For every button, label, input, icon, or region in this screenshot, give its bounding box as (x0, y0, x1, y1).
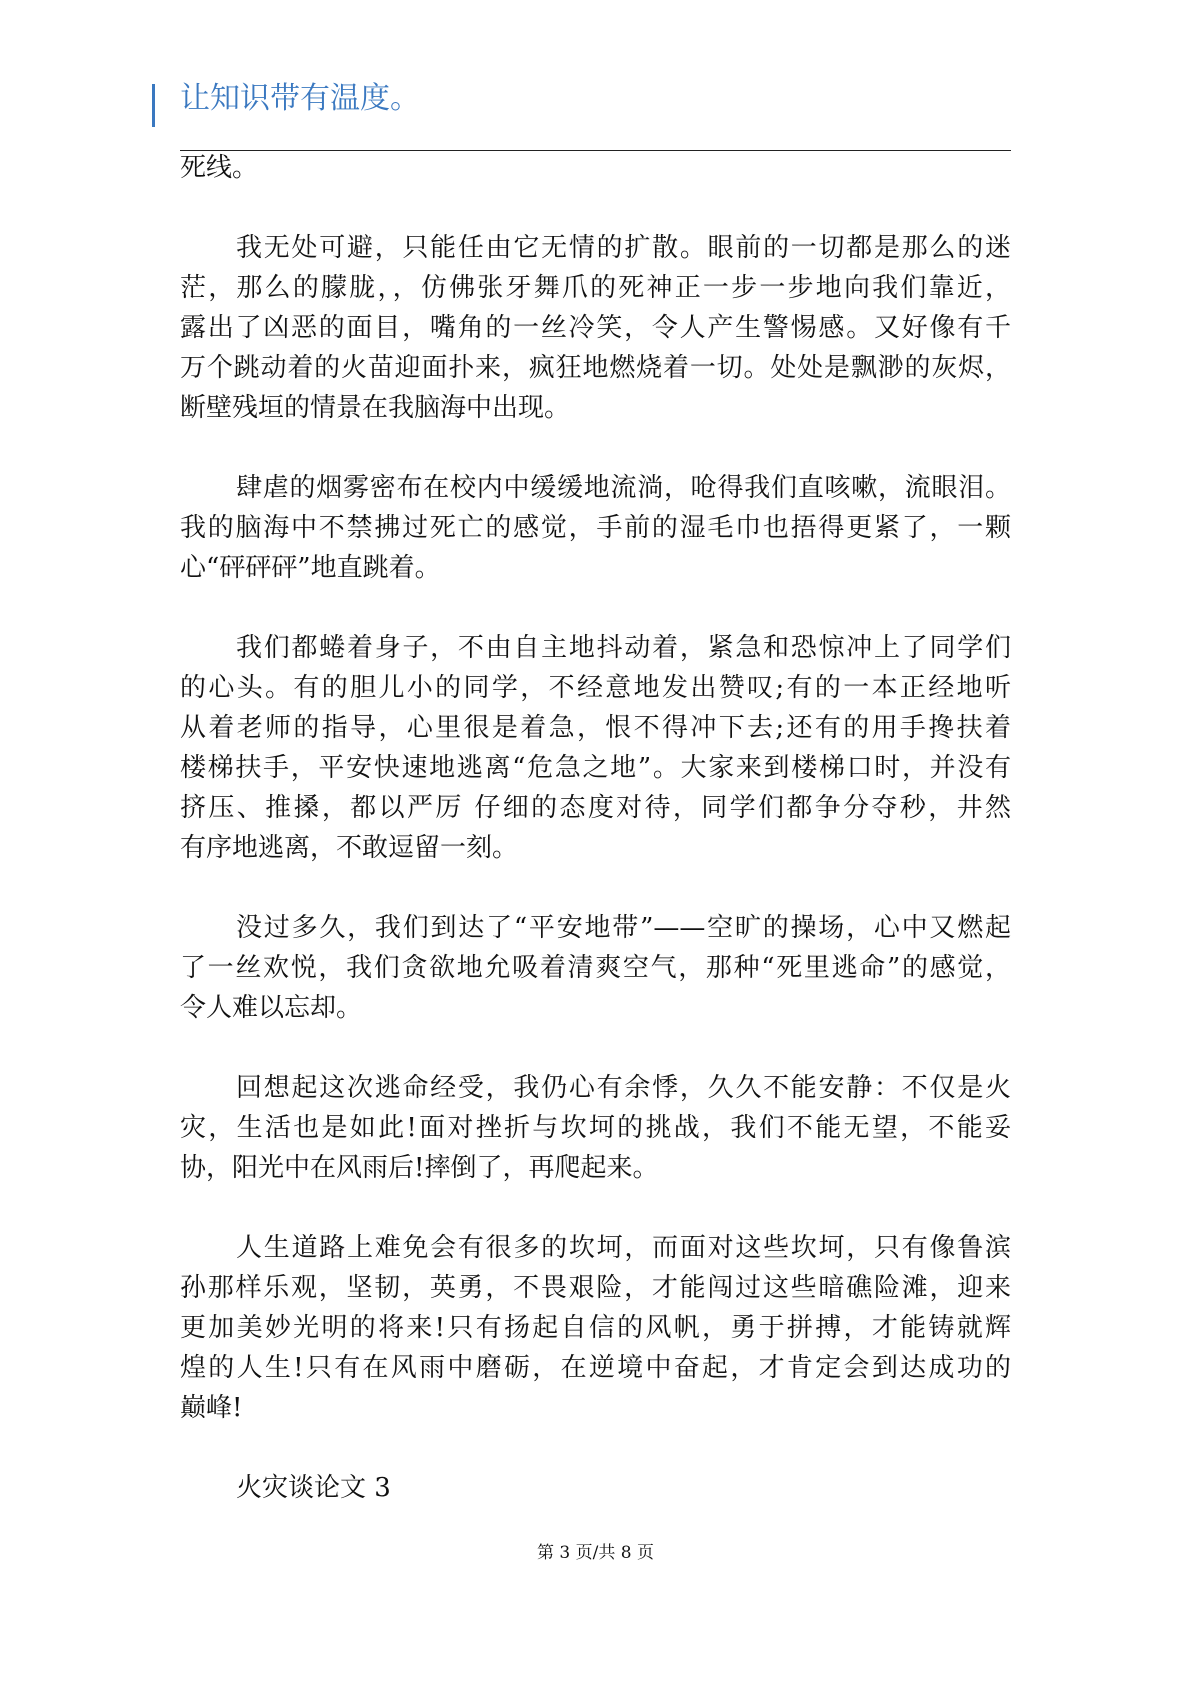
body-line: 更加美妙光明的将来!只有扬起自信的风帆，勇于拼搏，才能铸就辉 (180, 1313, 1011, 1343)
paragraph (180, 1068, 1011, 1188)
body-line: 人生道路上难免会有很多的坎坷，而面对这些坎坷，只有像鲁滨 (236, 1233, 1011, 1263)
body-line: 煌的人生!只有在风雨中磨砺，在逆境中奋起，才肯定会到达成功的 (180, 1353, 1011, 1383)
header-slogan: 让知识带有温度。 (180, 81, 420, 116)
paragraph (180, 908, 1011, 1028)
section-heading: 火灾谈论文 3 (236, 1473, 391, 1503)
body-line: 巅峰! (180, 1393, 243, 1423)
body-line: 露出了凶恶的面目，嘴角的一丝冷笑，令人产生警惕感。又好像有千 (180, 313, 1011, 343)
paragraph (180, 228, 1011, 428)
paragraph (180, 148, 1011, 188)
paragraph (180, 468, 1011, 588)
body-line: 心“砰砰砰”地直跳着。 (180, 553, 441, 583)
body-line: 协，阳光中在风雨后!摔倒了，再爬起来。 (180, 1153, 659, 1183)
body-line: 肆虐的烟雾密布在校内中缓缓地流淌，呛得我们直咳嗽，流眼泪。 (236, 473, 1011, 503)
body-line: 的心头。有的胆儿小的同学，不经意地发出赞叹;有的一本正经地听 (180, 673, 1011, 703)
body-line: 我的脑海中不禁拂过死亡的感觉，手前的湿毛巾也捂得更紧了，一颗 (180, 513, 1011, 543)
page-number: 第 3 页/共 8 页 (537, 1543, 654, 1563)
body-line: 没过多久，我们到达了“平安地带”——空旷的操场，心中又燃起 (236, 913, 1011, 943)
body-line: 灾，生活也是如此!面对挫折与坎坷的挑战，我们不能无望，不能妥 (180, 1113, 1011, 1143)
body-line: 回想起这次逃命经受，我仍心有余悸，久久不能安静：不仅是火 (236, 1073, 1011, 1103)
paragraph (180, 1468, 1011, 1508)
paragraph (180, 1228, 1011, 1428)
header-accent-bar (152, 84, 155, 127)
body-line: 死线。 (180, 153, 259, 183)
body-line: 挤压、推搡，都以严厉 仔细的态度对待，同学们都争分夺秒，井然 (180, 793, 1011, 823)
body-line: 楼梯扶手，平安快速地逃离“危急之地”。大家来到楼梯口时，并没有 (180, 753, 1011, 783)
body-line: 了一丝欢悦，我们贪欲地允吸着清爽空气，那种“死里逃命”的感觉， (180, 953, 1011, 983)
body-line: 茫，那么的朦胧，，仿佛张牙舞爪的死神正一步一步地向我们靠近， (180, 273, 1011, 303)
body-line: 我们都蜷着身子，不由自主地抖动着，紧急和恐惊冲上了同学们 (236, 633, 1011, 663)
body-line: 令人难以忘却。 (180, 993, 363, 1023)
body-line: 断壁残垣的情景在我脑海中出现。 (180, 393, 571, 423)
body-line: 万个跳动着的火苗迎面扑来，疯狂地燃烧着一切。处处是飘渺的灰烬， (180, 353, 1011, 383)
document-body (180, 148, 1011, 1508)
body-line: 我无处可避，只能任由它无情的扩散。眼前的一切都是那么的迷 (236, 233, 1011, 263)
body-line: 有序地逃离，不敢逗留一刻。 (180, 833, 519, 863)
body-line: 从着老师的指导，心里很是着急，恨不得冲下去;还有的用手搀扶着 (180, 713, 1011, 743)
body-line: 孙那样乐观，坚韧，英勇，不畏艰险，才能闯过这些暗礁险滩，迎来 (180, 1273, 1011, 1303)
paragraph (180, 628, 1011, 868)
